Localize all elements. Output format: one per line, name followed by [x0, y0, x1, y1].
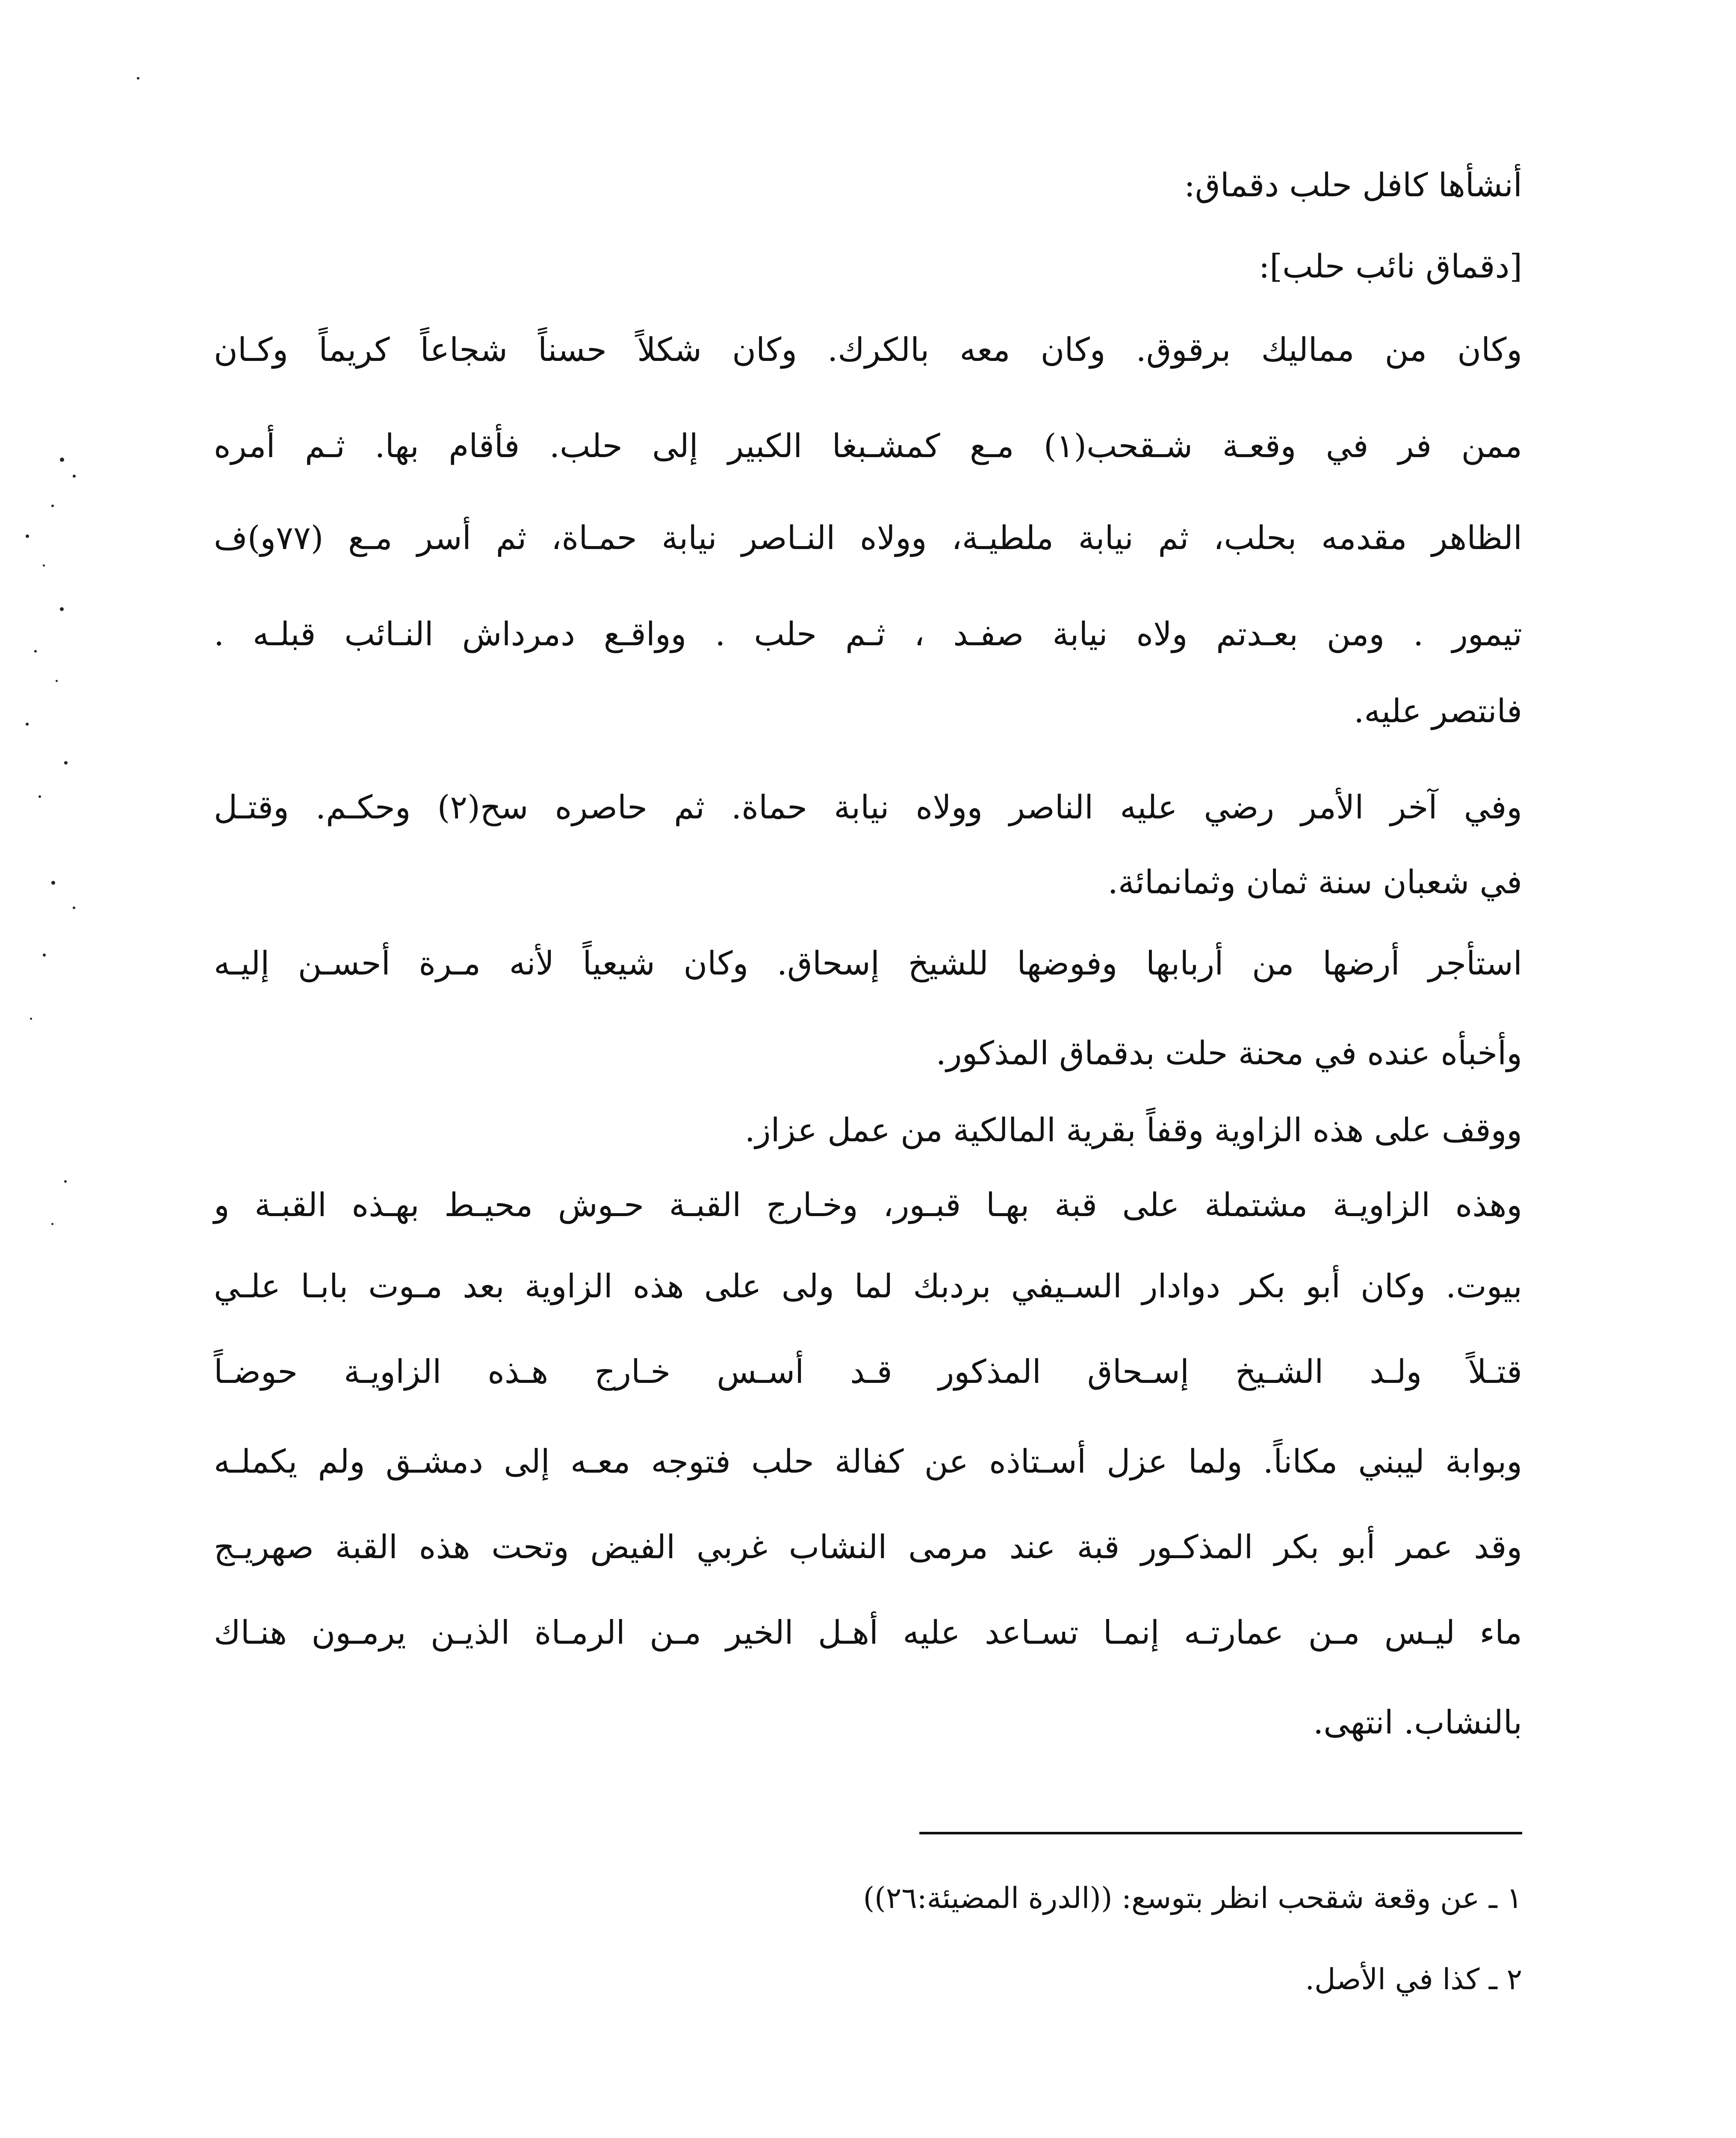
scan-speck: [60, 458, 64, 462]
body-line: ووقف على هذه الزاوية وقفاً بقرية المالكية من عمل عزاز.: [744, 1111, 1522, 1149]
scan-speck: [51, 1223, 53, 1225]
scan-speck: [73, 475, 76, 478]
body-line: وكان من مماليك برقوق. وكان معه بالكرك. وكان شكلاً حسناً شجاعاً كريماً وكـان: [214, 331, 1522, 369]
scan-speck: [60, 607, 64, 611]
scan-speck: [43, 954, 46, 957]
scan-speck: [43, 564, 45, 567]
body-line: استأجر أرضها من أربابها وفوضها للشيخ إسحاق. وكان شيعياً لأنه مـرة أحسـن إليـه: [214, 944, 1522, 982]
body-line: الظاهر مقدمه بحلب، ثم نيابة ملطيـة، وولاه النـاصر نيابة حمـاة، ثم أسر مـع (٧٧و)ف: [214, 519, 1522, 557]
body-line: بالنشاب. انتهى.: [1313, 1703, 1522, 1741]
body-line: ممن فر في وقعـة شـقحب(١) مـع كمشـبغا الكبير إلى حلب. فأقام بها. ثـم أمره: [214, 427, 1522, 465]
body-line: تيمور . ومن بعـدتم ولاه نيابة صفـد ، ثـم حلب . وواقـع دمرداش النـائب قبلـه .: [214, 615, 1522, 653]
scan-speck: [56, 680, 58, 682]
body-line: [دقماق نائب حلب]:: [1258, 247, 1522, 285]
scan-speck: [38, 795, 41, 798]
body-line: وأخبأه عنده في محنة حلت بدقماق المذكور.: [936, 1034, 1522, 1072]
scan-speck: [26, 534, 29, 538]
body-line: وهذه الزاويـة مشتملة على قبة بهـا قبـور، وخـارج القبـة حـوش محيـط بهـذه القبـة و: [214, 1186, 1522, 1224]
body-line: فانتصر عليه.: [1354, 692, 1522, 730]
footnote: ١ ـ عن وقعة شقحب انظر بتوسع: ((الدرة المضيئة:٢٦)): [863, 1881, 1522, 1915]
body-line: وفي آخر الأمر رضي عليه الناصر وولاه نيابة حماة. ثم حاصره سح(٢) وحكـم. وقتـل: [214, 788, 1522, 826]
body-line: وبوابة ليبني مكاناً. ولما عزل أسـتاذه عن كفالة حلب فتوجه معـه إلى دمشـق ولم يكملـه: [214, 1442, 1522, 1480]
scan-speck: [73, 907, 75, 909]
body-line: وقد عمر أبو بكر المذكـور قبة عند مرمى النشاب غربي الفيض وتحت هذه القبة صهريـج: [214, 1528, 1522, 1566]
scan-speck: [30, 1018, 32, 1020]
scan-speck: [64, 761, 68, 765]
body-line: أنشأها كافل حلب دقماق:: [1184, 166, 1522, 204]
body-line: قتـلاً ولـد الشـيخ إسـحاق المذكور قـد أسـس خـارج هـذه الزاويـة حوضـاً: [214, 1352, 1522, 1391]
footnote-separator: [919, 1832, 1522, 1834]
scan-speck: [137, 77, 139, 80]
scan-speck: [51, 881, 55, 885]
body-line: في شعبان سنة ثمان وثمانمائة.: [1107, 863, 1522, 901]
scan-speck: [64, 1180, 67, 1183]
scan-speck: [26, 723, 29, 726]
body-line: بيوت. وكان أبو بكر دوادار السـيفي بردبك لما ولى على هذه الزاوية بعد مـوت بابـا علـي: [214, 1267, 1522, 1305]
scan-speck: [51, 505, 54, 507]
body-line: ماء ليـس مـن عمارتـه إنمـا تسـاعد عليه أهـل الخير مـن الرمـاة الذيـن يرمـون هنـاك: [214, 1613, 1522, 1651]
footnote: ٢ ـ كذا في الأصل.: [1305, 1963, 1522, 1996]
scan-speck: [34, 650, 37, 653]
